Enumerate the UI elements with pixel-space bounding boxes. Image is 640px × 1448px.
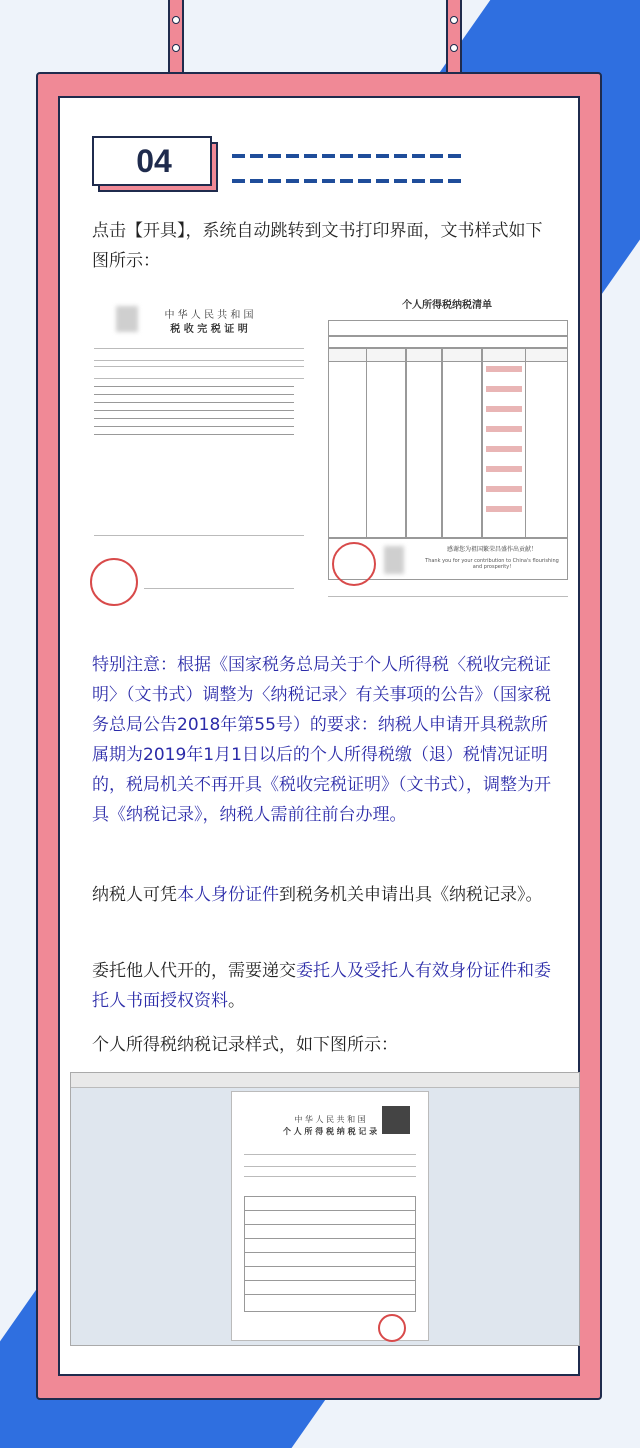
paragraph-notice: 特别注意：根据《国家税务总局关于个人所得税〈税收完税证明〉（文书式）调整为〈纳税记录〉有关事项的公告》（国家税务总局公告2018年第55号）的要求：纳税人申请开具税款所属期为2019年1月1日以后的个人所得税缴（退）税情况证明的，税局机关不再开具《税收完税证明》（文书式），调整为开具《纳税记录》，纳税人需前往前台办理。 — [92, 655, 551, 825]
section-badge — [92, 136, 212, 186]
hanger-hole — [450, 44, 458, 52]
red-seal — [90, 558, 138, 606]
delegate-highlight: 委托人及受托人有效身份证件和委托人书面授权资料 — [92, 961, 551, 1011]
paragraph-identity — [92, 880, 552, 910]
red-seal — [378, 1314, 406, 1342]
tax-list-image — [322, 290, 574, 608]
hanger-hole — [172, 44, 180, 52]
red-seal — [332, 542, 376, 586]
hanger-hole — [450, 16, 458, 24]
thanks-text: 感谢您为祖国繁荣昌盛作出贡献！ — [446, 546, 537, 553]
identity-text-pre: 纳税人可凭 — [92, 885, 177, 905]
qr-code — [382, 1106, 410, 1134]
hanger-hole — [172, 16, 180, 24]
tax-certificate-image — [84, 290, 316, 620]
paragraph-intro: 点击【开具】，系统自动跳转到文书打印界面，文书样式如下图所示： — [92, 221, 543, 271]
delegate-text-pre: 委托他人代开的，需要递交 — [92, 961, 296, 981]
paragraph-record-sample: 个人所得税纳税记录样式，如下图所示： — [92, 1035, 398, 1055]
certificate-title-1: 中 华 人 民 共 和 国 — [164, 310, 254, 321]
dash-decoration — [232, 154, 466, 198]
record-title-2: 个 人 所 得 税 纳 税 记 录 — [282, 1127, 378, 1136]
thanks-text-en: Thank you for your contribution to China's flourishing and prosperity! — [425, 558, 559, 570]
viewer-toolbar — [71, 1073, 579, 1088]
section-number: 04 — [136, 143, 172, 179]
tax-list-title: 个人所得税纳税清单 — [402, 300, 492, 311]
certificate-title-2: 税 收 完 税 证 明 — [170, 324, 248, 335]
identity-text-post: 到税务机关申请出具《纳税记录》。 — [279, 885, 543, 905]
paragraph-delegate — [92, 956, 552, 1016]
record-title-1: 中 华 人 民 共 和 国 — [294, 1115, 366, 1124]
delegate-text-post: 。 — [228, 991, 245, 1011]
tax-record-viewer-image — [70, 1072, 580, 1346]
identity-highlight: 本人身份证件 — [177, 885, 279, 905]
record-page — [231, 1091, 429, 1341]
